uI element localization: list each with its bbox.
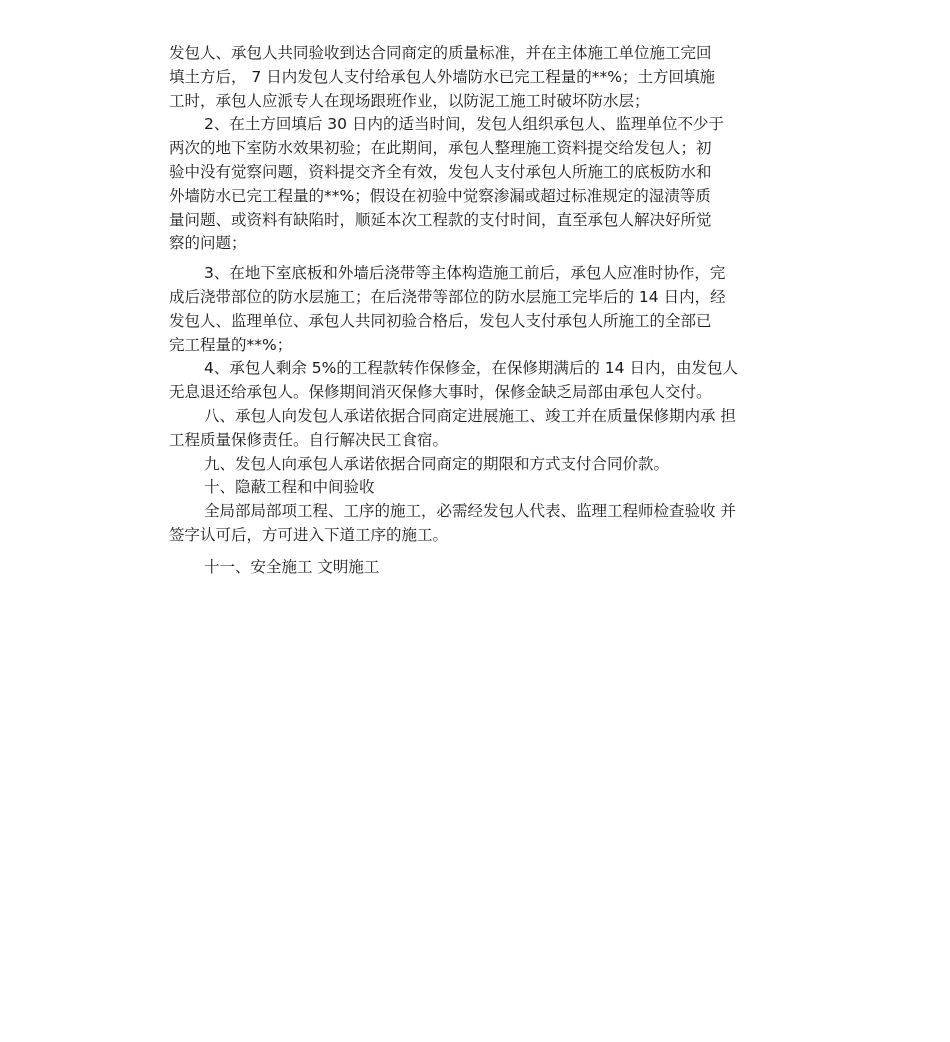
text-line: 两次的地下室防水效果初验；在此期间，承包人整理施工资料提交给发包人；初: [169, 139, 712, 158]
text-line: 外墙防水已完工程量的**%；假设在初验中觉察渗漏或超过标准规定的湿渍等质: [169, 186, 711, 205]
text-line: 八、承包人向发包人承诺依据合同商定进展施工、竣工并在质量保修期内承 担: [204, 406, 736, 425]
text-line: 4、承包人剩余 5%的工程款转作保修金，在保修期满后的 14 日内，由发包人: [204, 359, 738, 378]
text-line: 量问题、或资料有缺陷时，顺延本次工程款的支付时间，直至承包人解决好所觉: [169, 210, 712, 229]
text-line: 2、在土方回填后 30 日内的适当时间，发包人组织承包人、监理单位不少于: [204, 115, 724, 134]
text-line: 3、在地下室底板和外墙后浇带等主体构造施工前后，承包人应准时协作，完: [204, 264, 726, 283]
text-line: 九、发包人向承包人承诺依据合同商定的期限和方式支付合同价款。: [204, 454, 670, 473]
text-line: 察的问题；: [169, 234, 247, 253]
text-line: 全局部局部项工程、工序的施工，必需经发包人代表、监理工程师检查验收 并: [204, 502, 736, 521]
section-heading: 十一、安全施工 文明施工: [204, 557, 380, 576]
text-line: 发包人、承包人共同验收到达合同商定的质量标准，并在主体施工单位施工完回: [169, 44, 712, 62]
document-page: [169, 42, 783, 580]
text-line: 签字认可后，方可进入下道工序的施工。: [169, 525, 449, 544]
text-line: 成后浇带部位的防水层施工；在后浇带等部位的防水层施工完毕后的 14 日内，经: [169, 287, 726, 306]
text-line: 完工程量的**%；: [169, 335, 293, 354]
text-line: 工时，承包人应派专人在现场跟班作业，以防泥工施工时破坏防水层；: [169, 91, 650, 110]
text-line: 发包人、监理单位、承包人共同初验合格后，发包人支付承包人所施工的全部已: [169, 311, 712, 330]
text-line: 无息退还给承包人。保修期间消灭保修大事时，保修金缺乏局部由承包人交付。: [169, 383, 712, 402]
text-line: 验中没有觉察问题，资料提交齐全有效，发包人支付承包人所施工的底板防水和: [169, 162, 712, 181]
text-line: 工程质量保修责任。自行解决民工食宿。: [169, 430, 449, 449]
text-line: 填土方后， 7 日内发包人支付给承包人外墙防水已完工程量的**%；土方回填施: [169, 67, 715, 86]
section-heading: 十、隐蔽工程和中间验收: [204, 478, 375, 497]
